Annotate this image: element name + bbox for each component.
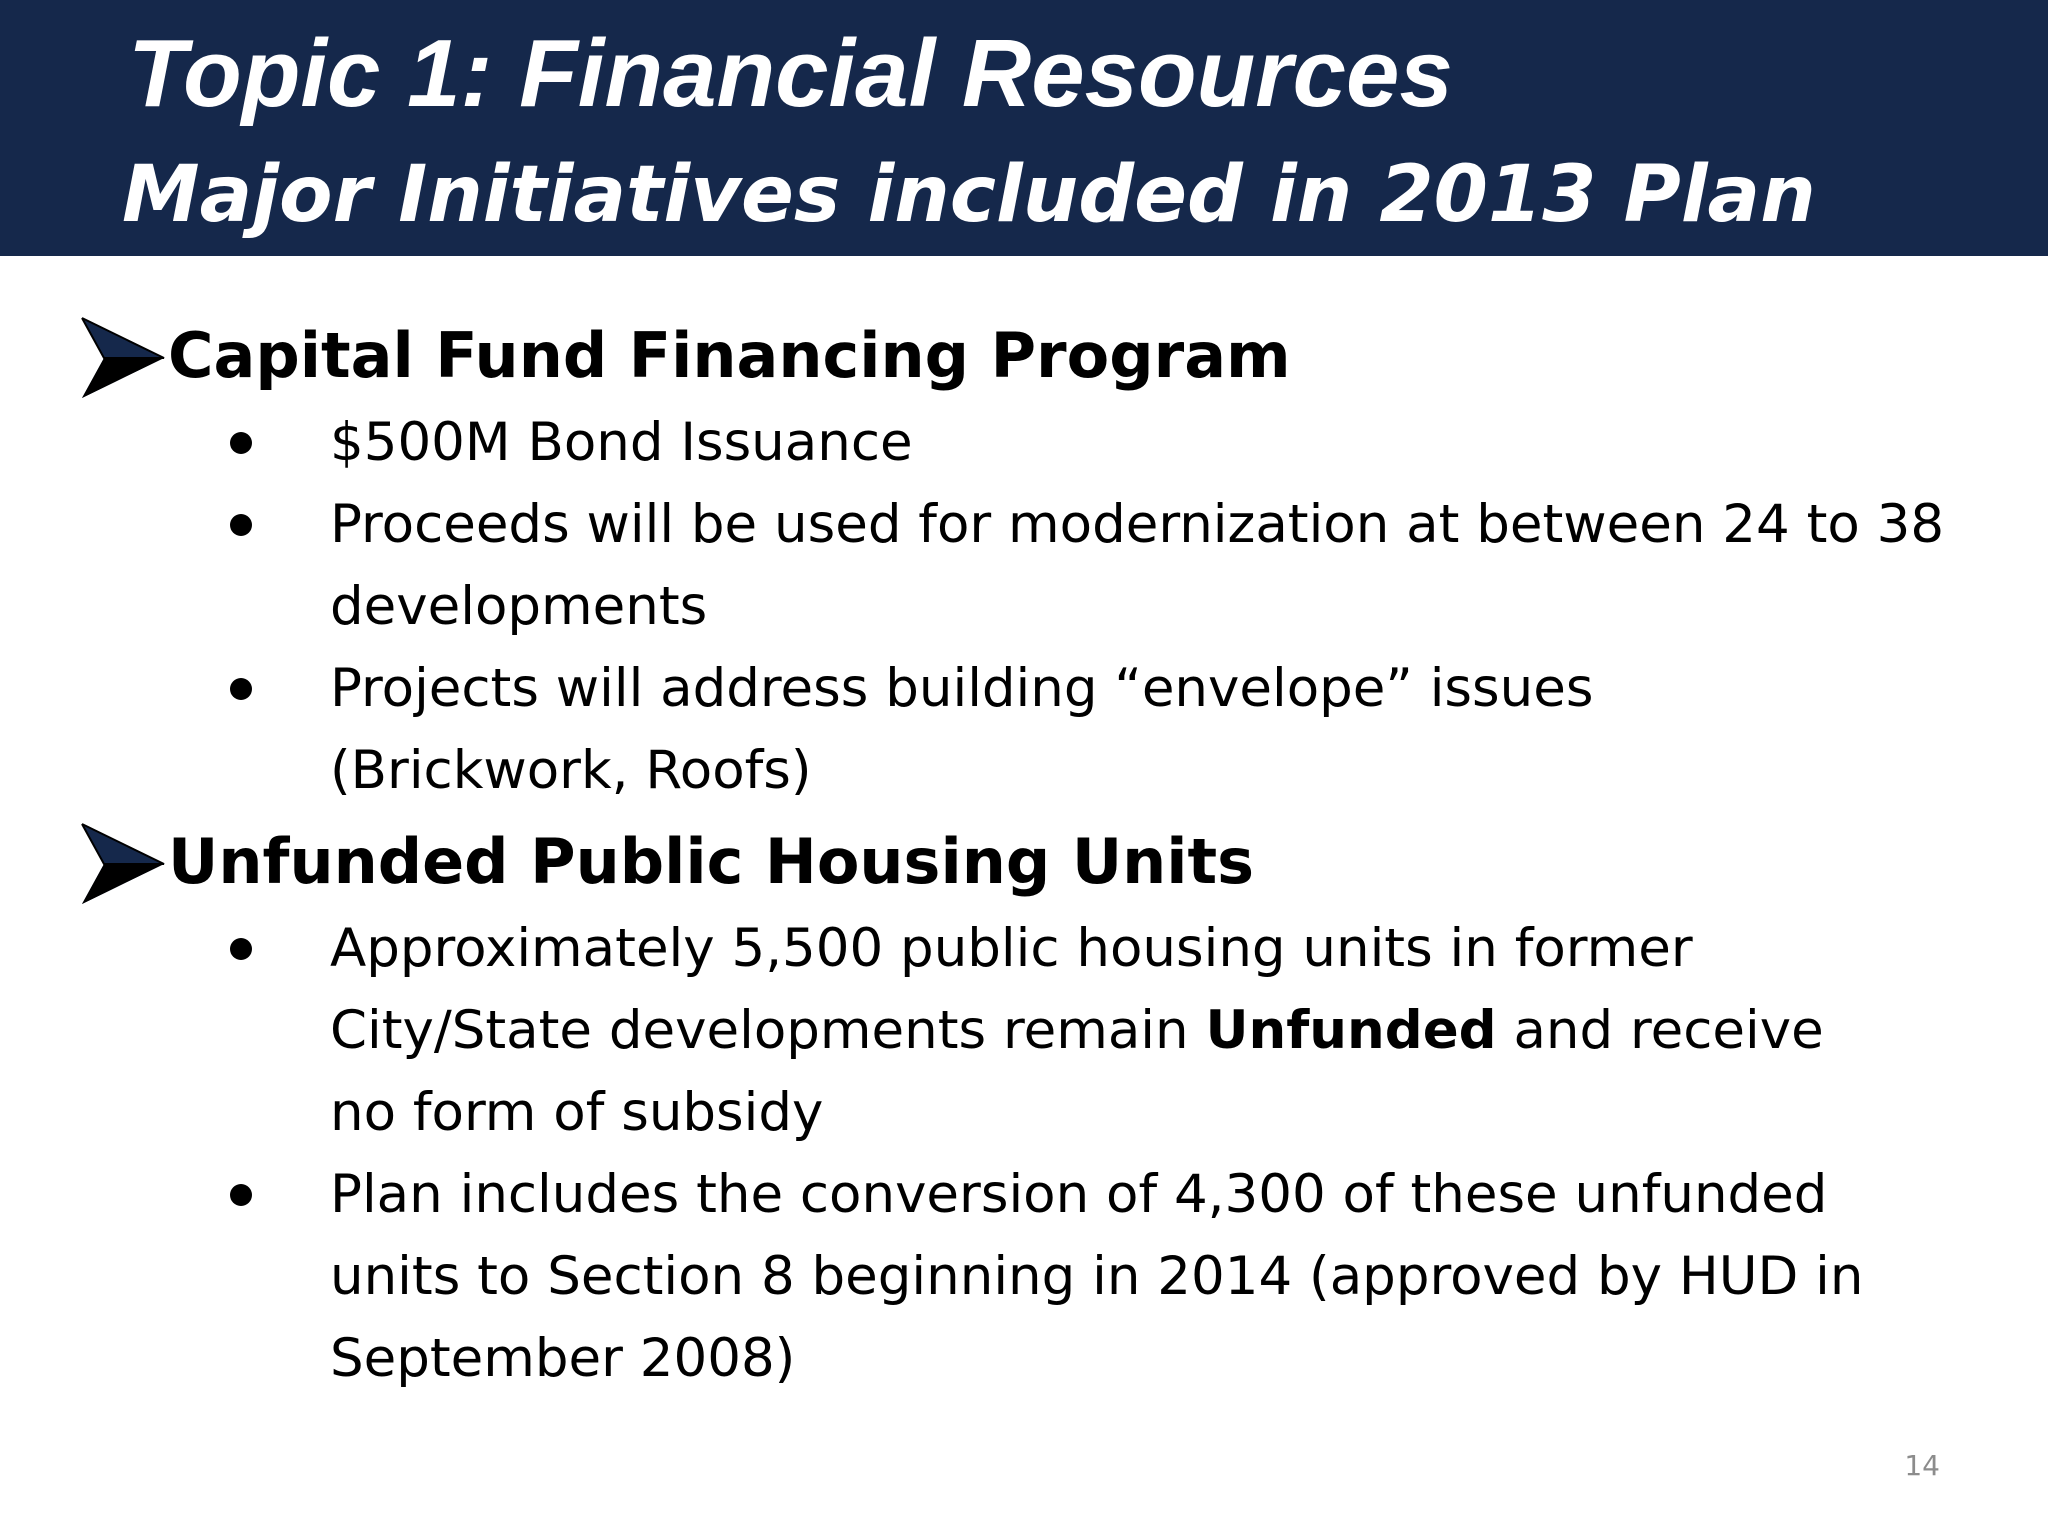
arrow-bullet-icon — [78, 314, 168, 402]
bullet-dot-icon — [230, 432, 252, 454]
bullet-dot-icon — [230, 1184, 252, 1206]
list-item-text — [330, 908, 1890, 1154]
slide-title: Topic 1: Financial Resources — [128, 20, 1453, 127]
page-number: 14 — [1904, 1449, 1940, 1482]
bullet-dot-icon — [230, 678, 252, 700]
list-item-text: $500M Bond Issuance — [330, 412, 913, 473]
list-item-text: Plan includes the conversion of 4,300 of these unfunded units to Section 8 beginning in 2014 (approved by HUD in September 2008) — [330, 1164, 1864, 1389]
bullet-dot-icon — [230, 514, 252, 536]
list-item-text-part: Approximately 5,500 public housing units in former City/State developments remain — [330, 918, 1693, 1061]
list-item-text: Projects will address building “envelope” issues (Brickwork, Roofs) — [330, 658, 1594, 801]
arrow-bullet-icon — [78, 820, 168, 908]
slide-subtitle: Major Initiatives included in 2013 Plan — [122, 150, 1816, 240]
bullet-dot-icon — [230, 938, 252, 960]
list-item-text: Proceeds will be used for modernization at between 24 to 38 developments — [330, 494, 1945, 637]
title-bar — [0, 0, 2048, 256]
section-heading-text: Capital Fund Financing Program — [168, 319, 1291, 392]
unfunded-emphasis: Unfunded — [1205, 1000, 1497, 1061]
list-item-text-part: and receive no form of subsidy — [330, 1000, 1824, 1143]
section-heading-text: Unfunded Public Housing Units — [168, 825, 1255, 898]
